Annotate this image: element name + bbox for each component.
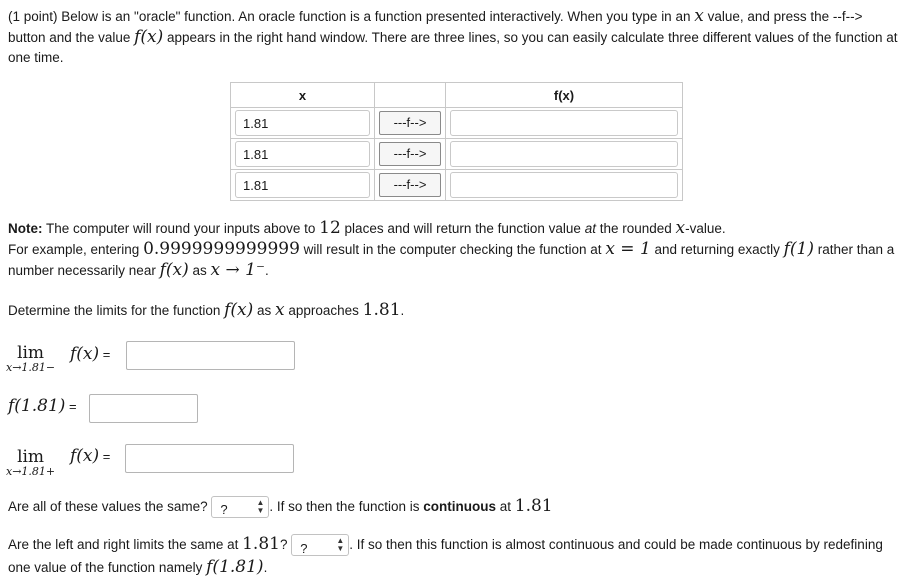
right-limit-label: [6, 447, 55, 478]
note-text: the rounded: [595, 221, 676, 236]
oracle-row: [231, 170, 683, 201]
intro-text: button and the value: [8, 30, 135, 45]
math-fx: f(x): [134, 27, 164, 47]
note-text: number necessarily near: [8, 263, 160, 278]
continuity-select[interactable]: [211, 496, 269, 518]
right-limit-answer-input[interactable]: [125, 444, 294, 473]
oracle-row: [231, 108, 683, 139]
evaluate-f-button[interactable]: ---f-->: [379, 173, 441, 197]
function-value-answer-input[interactable]: [89, 394, 198, 423]
x-input[interactable]: 1.81: [235, 110, 370, 136]
fx-output[interactable]: [450, 110, 678, 136]
left-limit-label: [6, 343, 55, 374]
question-text: Are the left and right limits the same at: [8, 537, 243, 552]
left-limit-expression: [70, 344, 110, 364]
lim-word: lim: [17, 343, 45, 363]
math-fx: f(x): [224, 300, 254, 320]
oracle-table: [230, 82, 683, 201]
note-text: For example, entering: [8, 242, 144, 257]
math-value: 1.81: [514, 496, 553, 516]
equals-sign: =: [99, 347, 111, 362]
math-x: x: [694, 6, 704, 26]
note-text: rather than a: [813, 242, 895, 257]
question-emph: continuous: [423, 499, 496, 514]
header-spacer: [375, 83, 446, 108]
prompt-text: Determine the limits for the function: [8, 303, 225, 318]
note-text: The computer will round your inputs above to: [42, 221, 320, 236]
lim-word: lim: [17, 447, 45, 467]
prompt-text: as: [253, 303, 276, 318]
math-f1: f(1): [783, 239, 814, 259]
limits-equal-select[interactable]: [291, 534, 349, 556]
prompt-text: .: [400, 303, 405, 318]
evaluate-f-button[interactable]: ---f-->: [379, 142, 441, 166]
lim-subscript: x→1.81−: [6, 361, 56, 374]
right-limit-expression: [70, 446, 110, 466]
math-f-at: f(1.81): [8, 396, 66, 416]
question-text: Are all of these values the same?: [8, 499, 208, 514]
header-fx: f(x): [446, 83, 683, 108]
math-fx: f(x): [70, 344, 100, 364]
question-text: at: [495, 499, 515, 514]
math-places: 12: [319, 218, 341, 238]
note-text: places and will return the function value: [340, 221, 585, 236]
question-text: . If so then the function is: [269, 499, 424, 514]
continuity-question: [8, 495, 553, 518]
fx-output[interactable]: [450, 141, 678, 167]
math-x-eq-1: x = 1: [605, 239, 651, 259]
math-example: 0.9999999999999: [143, 239, 300, 259]
note-text: will result in the computer checking the function at: [299, 242, 606, 257]
math-x: x: [675, 218, 686, 238]
note-text: and returning exactly: [650, 242, 784, 257]
note-text: -value.: [685, 221, 726, 236]
select-value: ?: [300, 541, 308, 557]
equals-sign: =: [99, 449, 111, 464]
question-text: . If so then this function is almost continuous and could be made continuous by redefining one value of the function namely: [8, 537, 883, 576]
prompt-text: approaches: [284, 303, 363, 318]
equals-sign: =: [65, 399, 77, 414]
math-fx: f(x): [70, 446, 100, 466]
note-text: as: [188, 263, 211, 278]
note-label: Note:: [8, 221, 43, 236]
header-x: x: [231, 83, 375, 108]
function-value-expression: [8, 396, 77, 416]
intro-text: (1 point) Below is an "oracle" function. An oracle function is a function presented interactively. When you type in an: [8, 9, 695, 24]
limits-equal-question: [8, 533, 888, 579]
select-value: ?: [220, 502, 228, 518]
rounding-note: [8, 218, 912, 281]
math-value: 1.81: [242, 534, 280, 554]
x-input[interactable]: 1.81: [235, 141, 370, 167]
fx-output[interactable]: [450, 172, 678, 198]
x-input[interactable]: 1.81: [235, 172, 370, 198]
oracle-row: [231, 139, 683, 170]
math-approach: x → 1⁻: [210, 260, 265, 280]
problem-intro: [8, 6, 908, 68]
question-text: .: [263, 560, 268, 576]
math-x: x: [275, 300, 285, 320]
spinner-arrows-icon: ▲ ▼: [336, 536, 345, 554]
determine-prompt: [8, 300, 404, 320]
note-text: .: [264, 263, 269, 278]
note-emph: at: [584, 221, 596, 236]
math-fx: f(x): [159, 260, 189, 280]
lim-subscript: x→1.81+: [6, 465, 56, 478]
math-value: 1.81: [362, 300, 401, 320]
intro-text: appears in the right hand window. There are three lines, so you can easily calculate three different values of the function at one time.: [8, 30, 898, 65]
spinner-arrows-icon: ▲ ▼: [256, 498, 265, 516]
intro-text: value, and press the --f-->: [703, 9, 863, 24]
question-text: ?: [279, 537, 288, 552]
evaluate-f-button[interactable]: ---f-->: [379, 111, 441, 135]
math-f-at: f(1.81): [206, 557, 264, 578]
left-limit-answer-input[interactable]: [126, 341, 295, 370]
